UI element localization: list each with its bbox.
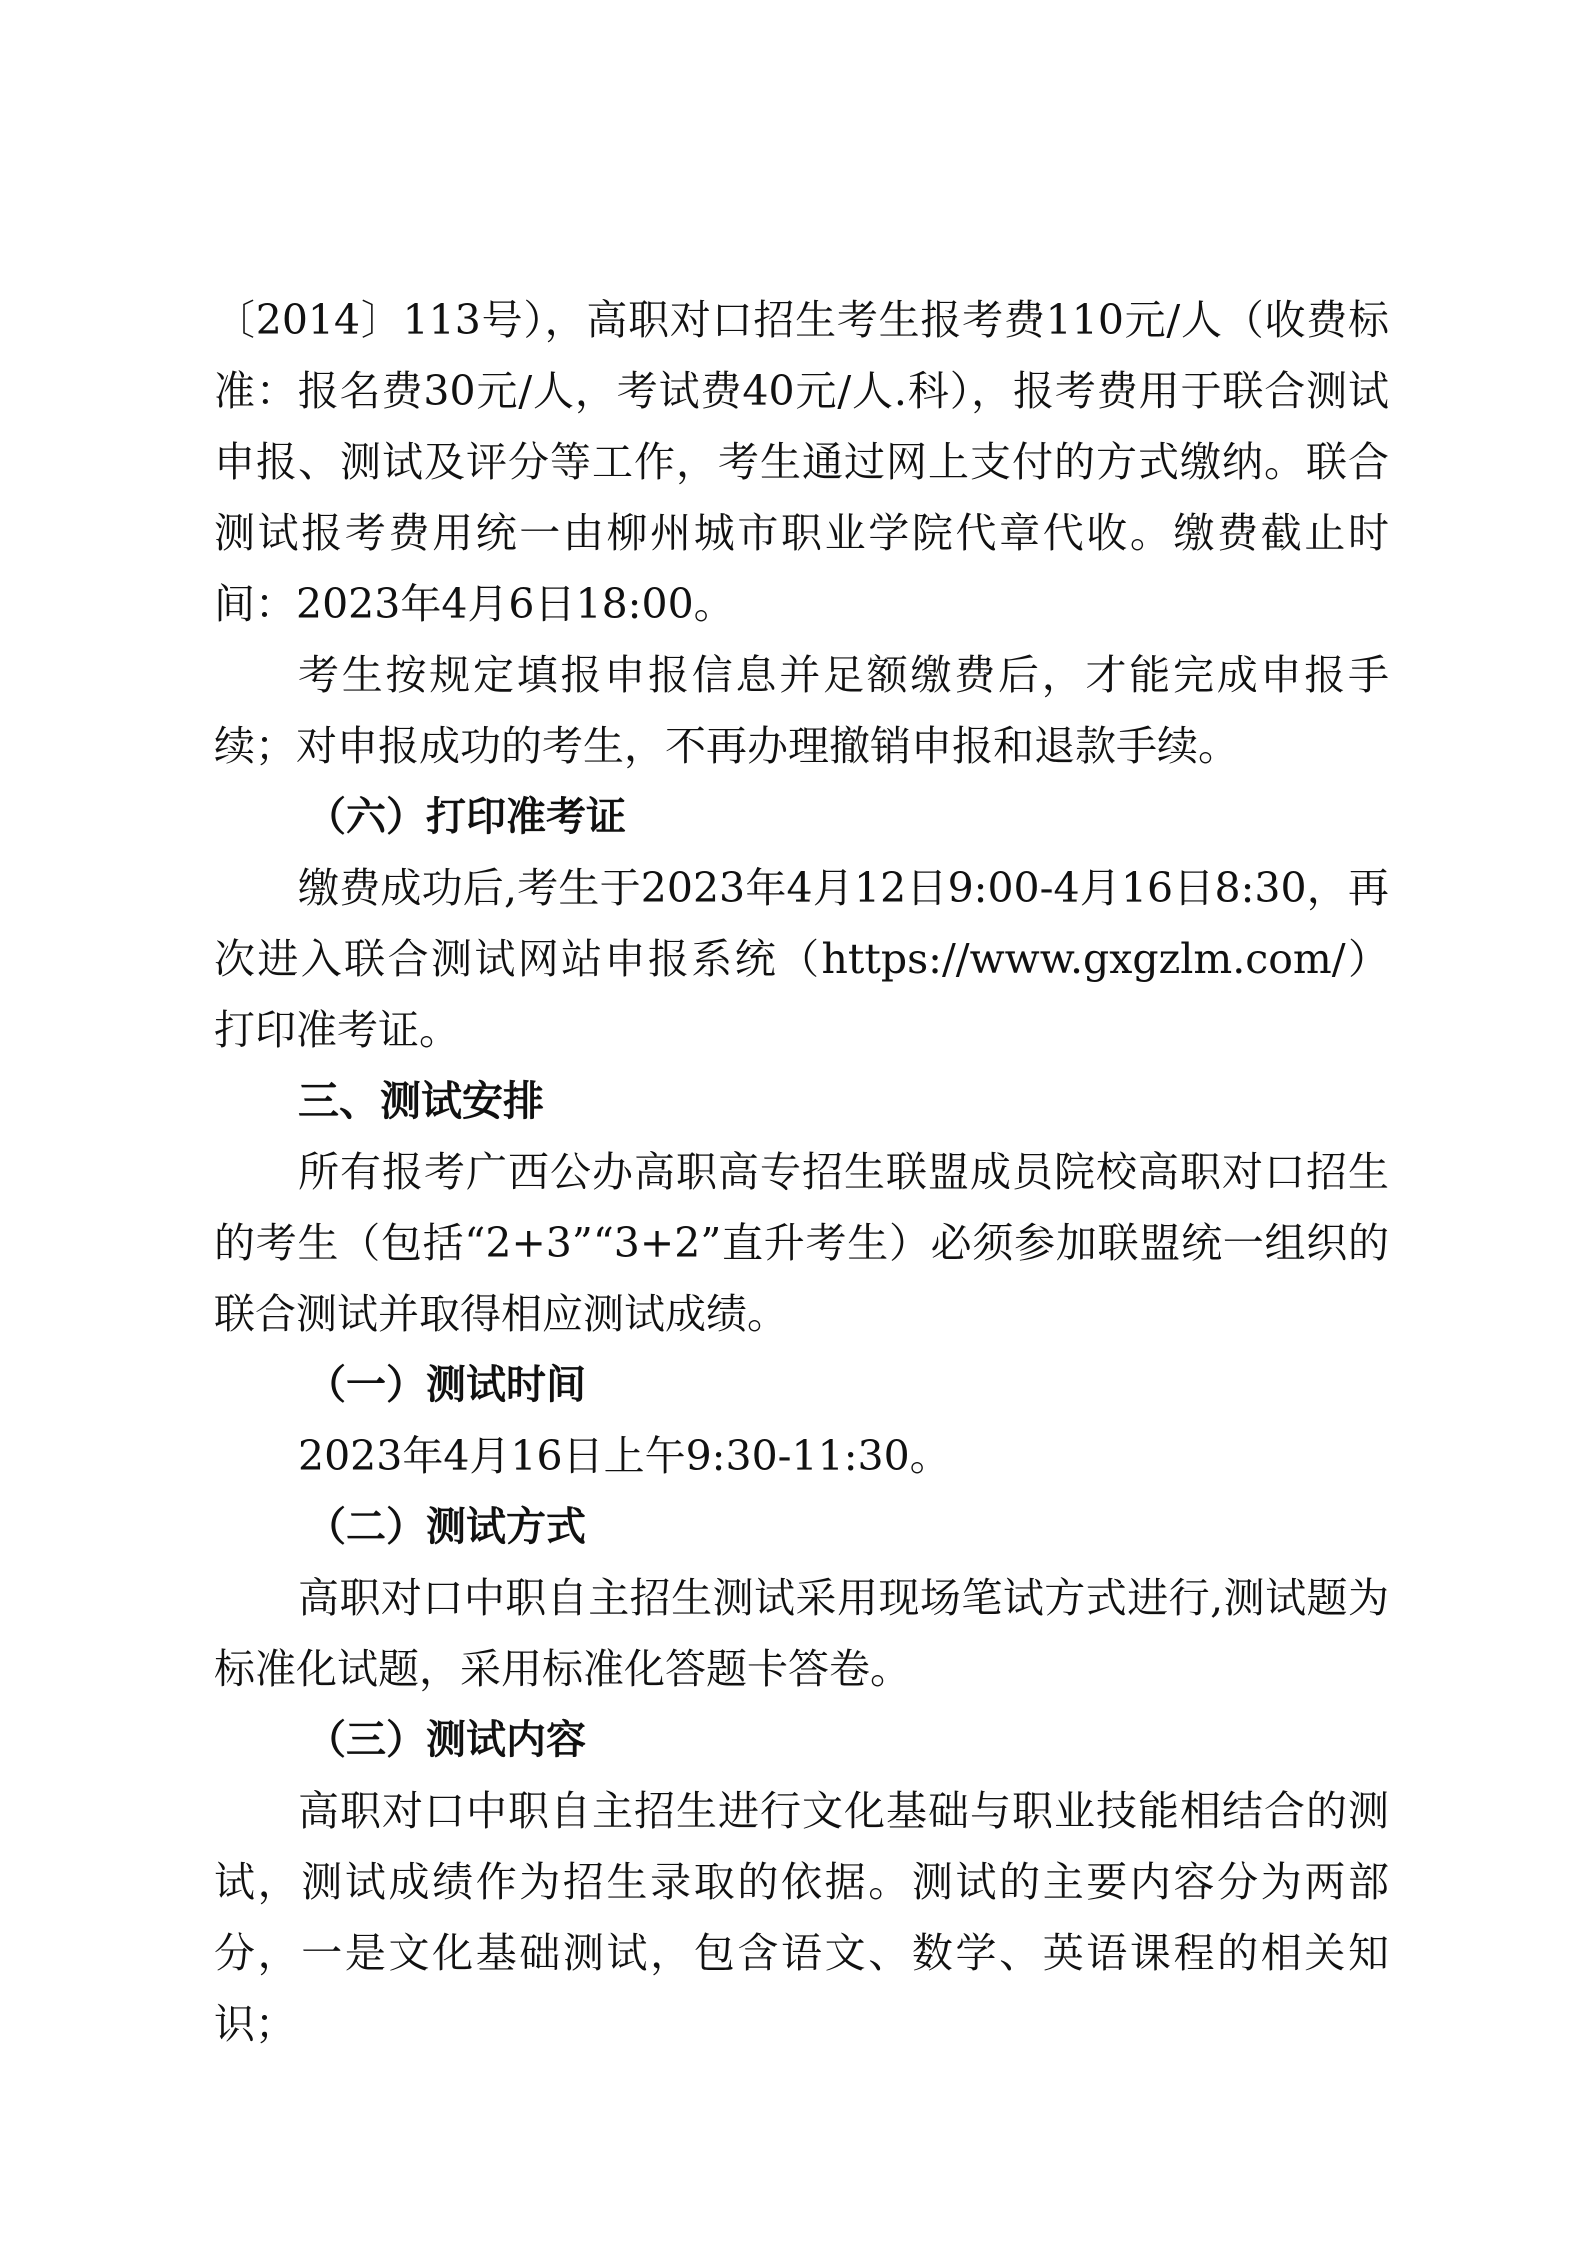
paragraph-test-content: 高职对口中职自主招生进行文化基础与职业技能相结合的测试，测试成绩作为招生录取的依据。测试的主要内容分为两部分，一是文化基础测试，包含语文、数学、英语课程的相关知识； [214, 1787, 1389, 2048]
paragraph-test-time: 2023年4月16日上午9:30-11:30。 [298, 1432, 951, 1480]
heading-test-time: （一）测试时间 [306, 1362, 586, 1408]
heading-print-admission-ticket: （六）打印准考证 [306, 794, 626, 840]
heading-test-method: （二）测试方式 [306, 1504, 586, 1550]
paragraph-test-method: 高职对口中职自主招生测试采用现场笔试方式进行,测试题为标准化试题，采用标准化答题卡答卷。 [214, 1574, 1389, 1693]
paragraph-print-ticket-instructions: 缴费成功后,考生于2023年4月12日9:00-4月16日8:30，再次进入联合测试网站申报系统（https://www.gxgzlm.com/）打印准考证。 [214, 864, 1389, 1054]
paragraph-registration-completion: 考生按规定填报申报信息并足额缴费后，才能完成申报手续；对申报成功的考生，不再办理撤销申报和退款手续。 [214, 651, 1389, 770]
document-body [214, 285, 1389, 2060]
heading-test-arrangement: 三、测试安排 [298, 1077, 544, 1125]
paragraph-test-requirement: 所有报考广西公办高职高专招生联盟成员院校高职对口招生的考生（包括“2+3”“3+2”直升考生）必须参加联盟统一组织的联合测试并取得相应测试成绩。 [214, 1148, 1389, 1338]
heading-test-content: （三）测试内容 [306, 1717, 586, 1763]
paragraph-fee-details: 〔2014〕113号），高职对口招生考生报考费110元/人（收费标准：报名费30元/人，考试费40元/人.科），报考费用于联合测试申报、测试及评分等工作，考生通过网上支付的方式缴纳。联合测试报考费用统一由柳州城市职业学院代章代收。缴费截止时间：2023年4月6日18:00。 [214, 296, 1389, 628]
